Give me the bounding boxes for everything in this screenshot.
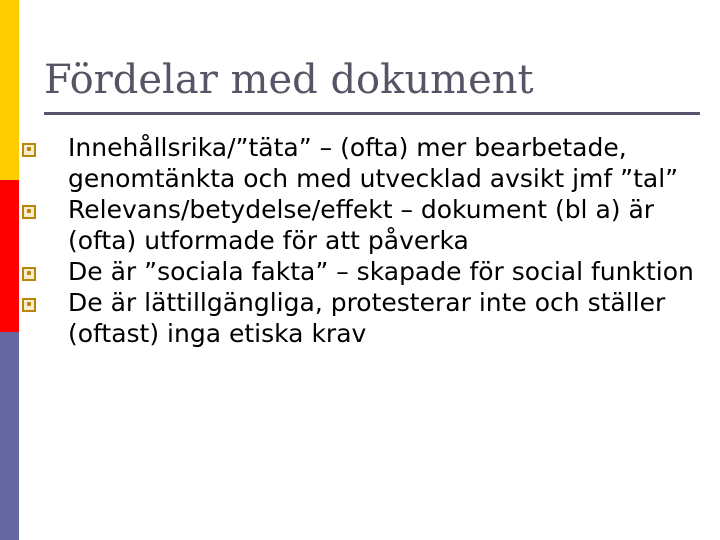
square-bullet-icon [22, 205, 36, 219]
bullet-item [22, 194, 702, 256]
bullet-text: Innehållsrika/”täta” – (ofta) mer bearbetade, genomtänkta och med utvecklad avsikt jmf ”tal” [68, 133, 679, 193]
bullet-item [22, 132, 702, 194]
side-bar-yellow [0, 0, 19, 180]
side-bar-purple [0, 332, 19, 540]
bullet-item [22, 256, 702, 287]
bullet-text: De är ”sociala fakta” – skapade för social funktion [68, 257, 694, 286]
slide-title: Fördelar med dokument [44, 57, 534, 103]
bullet-item [22, 287, 702, 349]
bullet-text: De är lättillgängliga, protesterar inte och ställer (oftast) inga etiska krav [68, 288, 666, 348]
square-bullet-icon [22, 267, 36, 281]
square-bullet-icon [22, 143, 36, 157]
side-bar-red [0, 180, 19, 332]
bullet-list [22, 132, 702, 349]
title-divider [44, 112, 700, 115]
square-bullet-icon [22, 298, 36, 312]
bullet-text: Relevans/betydelse/effekt – dokument (bl a) är (ofta) utformade för att påverka [68, 195, 655, 255]
